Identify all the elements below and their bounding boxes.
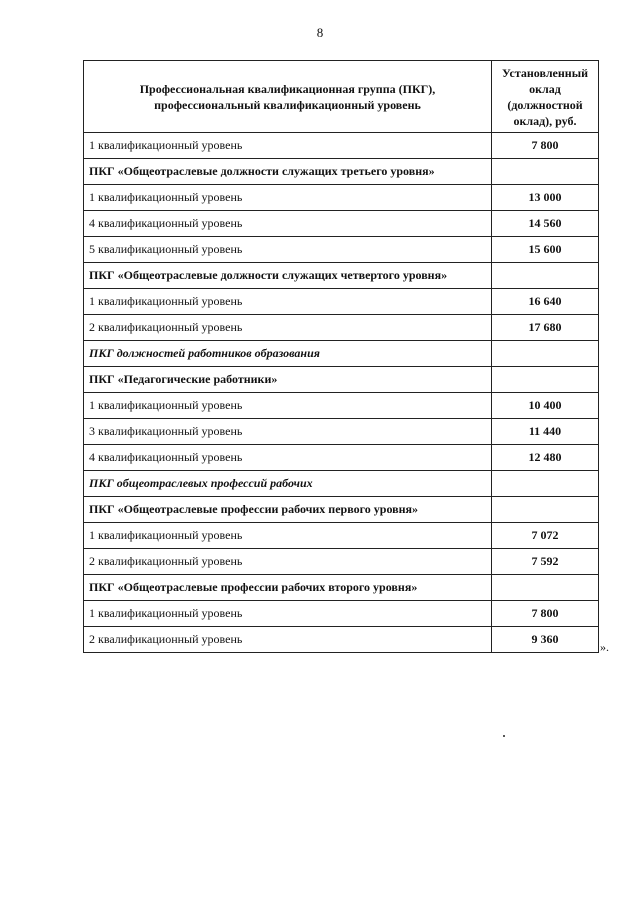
salary-value-cell: 17 680 [492, 315, 599, 341]
qualification-level-cell: 5 квалификационный уровень [84, 237, 492, 263]
table-row [84, 575, 599, 601]
qualification-level-cell: 4 квалификационный уровень [84, 211, 492, 237]
salary-value-cell [492, 263, 599, 289]
salary-value-cell: 10 400 [492, 393, 599, 419]
salary-value-cell: 7 072 [492, 523, 599, 549]
salary-value-cell: 15 600 [492, 237, 599, 263]
qualification-level-cell: 1 квалификационный уровень [84, 601, 492, 627]
qualification-level-cell: 1 квалификационный уровень [84, 393, 492, 419]
table-row [84, 133, 599, 159]
qualification-level-cell: 4 квалификационный уровень [84, 445, 492, 471]
table-row [84, 419, 599, 445]
header-group-column: Профессиональная квалификационная группа (ПКГ), профессиональный квалификационный уровень [84, 61, 492, 133]
salary-value-cell: 13 000 [492, 185, 599, 211]
scan-speck [503, 735, 505, 737]
salary-value-cell [492, 471, 599, 497]
table-header-row [84, 61, 599, 133]
salary-value-cell: 11 440 [492, 419, 599, 445]
table-row [84, 497, 599, 523]
salary-value-cell: 9 360 [492, 627, 599, 653]
qualification-level-cell: 1 квалификационный уровень [84, 185, 492, 211]
table-row [84, 237, 599, 263]
table-row [84, 289, 599, 315]
qualification-level-cell: 2 квалификационный уровень [84, 549, 492, 575]
salary-value-cell [492, 341, 599, 367]
group-title-cell: ПКГ «Педагогические работники» [84, 367, 492, 393]
salary-value-cell [492, 367, 599, 393]
salary-value-cell: 14 560 [492, 211, 599, 237]
table-row [84, 185, 599, 211]
salary-value-cell: 7 592 [492, 549, 599, 575]
qualification-level-cell: 1 квалификационный уровень [84, 289, 492, 315]
group-title-cell: ПКГ «Общеотраслевые должности служащих третьего уровня» [84, 159, 492, 185]
page-number: 8 [316, 25, 324, 40]
table-body [84, 133, 599, 653]
table-row [84, 211, 599, 237]
qualification-level-cell: 1 квалификационный уровень [84, 133, 492, 159]
table-row [84, 263, 599, 289]
table-row [84, 341, 599, 367]
salary-table [83, 60, 599, 653]
salary-value-cell: 16 640 [492, 289, 599, 315]
salary-value-cell [492, 497, 599, 523]
table-row [84, 523, 599, 549]
salary-value-cell: 7 800 [492, 601, 599, 627]
salary-value-cell [492, 575, 599, 601]
qualification-level-cell: 1 квалификационный уровень [84, 523, 492, 549]
closing-quote: ». [600, 640, 609, 654]
table-row [84, 393, 599, 419]
table-row [84, 315, 599, 341]
qualification-level-cell: 3 квалификационный уровень [84, 419, 492, 445]
table-row [84, 445, 599, 471]
table-row [84, 471, 599, 497]
qualification-level-cell: 2 квалификационный уровень [84, 315, 492, 341]
salary-value-cell: 12 480 [492, 445, 599, 471]
qualification-level-cell: 2 квалификационный уровень [84, 627, 492, 653]
group-title-cell: ПКГ «Общеотраслевые профессии рабочих первого уровня» [84, 497, 492, 523]
table-row [84, 159, 599, 185]
section-title-cell: ПКГ общеотраслевых профессий рабочих [84, 471, 492, 497]
table-row [84, 627, 599, 653]
table-row [84, 367, 599, 393]
salary-value-cell: 7 800 [492, 133, 599, 159]
table-row [84, 601, 599, 627]
group-title-cell: ПКГ «Общеотраслевые профессии рабочих второго уровня» [84, 575, 492, 601]
header-salary-column: Установленный оклад (должностной оклад), руб. [492, 61, 599, 133]
section-title-cell: ПКГ должностей работников образования [84, 341, 492, 367]
salary-value-cell [492, 159, 599, 185]
table-row [84, 549, 599, 575]
group-title-cell: ПКГ «Общеотраслевые должности служащих четвертого уровня» [84, 263, 492, 289]
